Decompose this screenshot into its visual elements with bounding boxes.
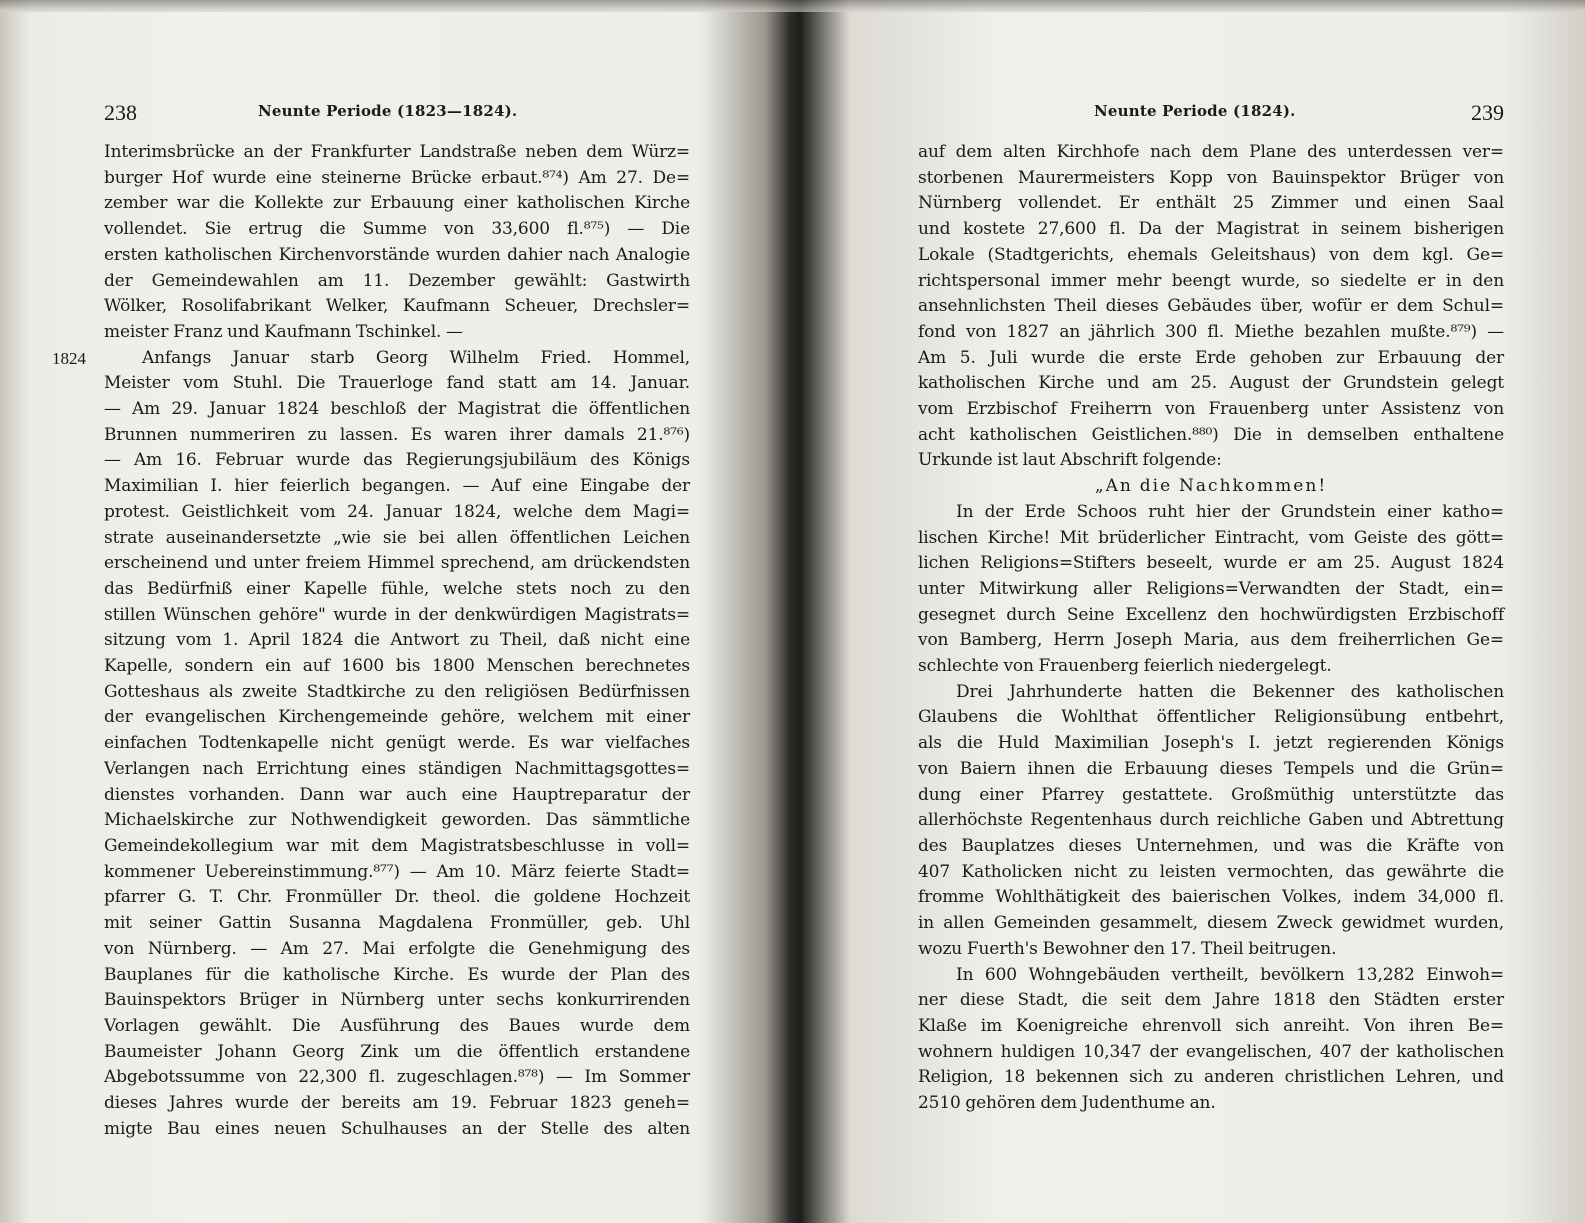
text-line: ersten katholischen Kirchenvorstände wurden dahier nach Analogie (104, 244, 690, 265)
text-line: von Bamberg, Herrn Joseph Maria, aus dem freiherrlichen Ge= (918, 630, 1504, 651)
text-line: dienstes vorhanden. Dann war auch eine Hauptreparatur der (104, 784, 690, 805)
text-line: Lokale (Stadtgerichts, ehemals Geleitshaus) von dem kgl. Ge= (918, 244, 1504, 265)
text-line: Nürnberg vollendet. Er enthält 25 Zimmer und einen Saal (918, 193, 1504, 214)
text-line: wozu Fuerth's Bewohner den 17. Theil beitrugen. (918, 938, 1337, 959)
text-line: Gemeindekollegium war mit dem Magistratsbeschlusse in voll= (104, 835, 690, 856)
text-line: unter Mitwirkung aller Religions=Verwandten der Stadt, ein= (918, 578, 1504, 599)
text-line: Urkunde ist laut Abschrift folgende: (918, 450, 1222, 471)
text-line: Gotteshaus als zweite Stadtkirche zu den religiösen Bedürfnissen (104, 681, 690, 702)
text-line: migte Bau eines neuen Schulhauses an der Stelle des alten (104, 1118, 690, 1139)
right-running-head (918, 100, 1504, 140)
text-line: vom Erzbischof Freiherrn von Frauenberg unter Assistenz von (918, 399, 1504, 420)
text-line: vollendet. Sie ertrug die Summe von 33,600 fl.⁸⁷⁵) — Die (104, 219, 690, 240)
text-line: dieses Jahres wurde der bereits am 19. Februar 1823 geneh= (104, 1093, 690, 1114)
text-line: dung einer Pfarrey gestattete. Großmüthig unterstützte das (918, 784, 1504, 805)
text-line: In der Erde Schoos ruht hier der Grundstein einer katho= (956, 501, 1504, 522)
text-line: Am 5. Juli wurde die erste Erde gehoben zur Erbauung der (918, 347, 1504, 368)
text-line: als die Huld Maximilian Joseph's I. jetzt regierenden Königs (918, 733, 1504, 754)
left-running-head (104, 100, 690, 140)
left-page-number: 238 (104, 100, 137, 125)
text-line: lischen Kirche! Mit brüderlicher Eintracht, vom Geiste des gött= (918, 527, 1504, 548)
page-edge-shadow (0, 0, 1585, 12)
right-page (918, 100, 1504, 1117)
text-line: und kostete 27,600 fl. Da der Magistrat in seinem bisherigen (918, 219, 1504, 240)
text-line: strate auseinandersetzte „wie sie bei allen öffentlichen Leichen (104, 527, 690, 548)
text-line: Wölker, Rosolifabrikant Welker, Kaufmann Scheuer, Drechsler= (104, 296, 690, 317)
text-line: von Nürnberg. — Am 27. Mai erfolgte die Genehmigung des (104, 938, 690, 959)
text-line: in allen Gemeinden gesammelt, diesem Zweck gewidmet wurden, (918, 913, 1504, 934)
text-line: allerhöchste Regentenhaus durch reichliche Gaben und Abtrettung (918, 810, 1504, 831)
text-line: In 600 Wohngebäuden vertheilt, bevölkern 13,282 Einwoh= (956, 964, 1504, 985)
text-line: storbenen Maurermeisters Kopp von Bauinspektor Brüger von (918, 167, 1504, 188)
text-line: lichen Religions=Stifters beseelt, wurde er am 25. August 1824 (918, 553, 1504, 574)
text-line: der Gemeindewahlen am 11. Dezember gewählt: Gastwirth (104, 270, 690, 291)
left-body-text (52, 140, 690, 1142)
text-line: Klaße im Koenigreiche ehrenvoll sich anreiht. Von ihren Be= (918, 1015, 1504, 1036)
text-line: protest. Geistlichkeit vom 24. Januar 1824, welche dem Magi= (104, 501, 690, 522)
text-line: mit seiner Gattin Susanna Magdalena Fronmüller, geb. Uhl (104, 913, 690, 934)
text-line: fond von 1827 an jährlich 300 fl. Miethe bezahlen mußte.⁸⁷⁹) — (918, 321, 1504, 342)
right-running-title: Neunte Periode (1824). (1094, 102, 1296, 120)
text-line: auf dem alten Kirchhofe nach dem Plane des unterdessen ver= (918, 142, 1504, 162)
text-line: 2510 gehören dem Judenthume an. (918, 1093, 1216, 1114)
text-line: schlechte von Frauenberg feierlich niedergelegt. (918, 656, 1332, 677)
text-line: acht katholischen Geistlichen.⁸⁸⁰) Die in demselben enthaltene (918, 424, 1504, 445)
text-line-year-1824 (52, 346, 690, 372)
text-line: das Bedürfniß einer Kapelle fühle, welche stets noch zu den (104, 578, 690, 599)
text-line: — Am 29. Januar 1824 beschloß der Magistrat die öffentlichen (104, 399, 690, 420)
text-line: Meister vom Stuhl. Die Trauerloge fand statt am 14. Januar. (104, 373, 690, 394)
margin-year: 1824 (52, 348, 86, 368)
text-line: — Am 16. Februar wurde das Regierungsjubiläum des Königs (104, 450, 690, 471)
text-line: Religion, 18 bekennen sich zu anderen christlichen Lehren, und (918, 1067, 1504, 1088)
text-line: Maximilian I. hier feierlich begangen. — Auf eine Eingabe der (104, 476, 690, 497)
text-line: Brunnen nummeriren zu lassen. Es waren ihrer damals 21.⁸⁷⁶) (104, 424, 690, 445)
document-heading: „An die Nachkommen! (1094, 476, 1328, 497)
text-line: Interimsbrücke an der Frankfurter Landstraße neben dem Würz= (104, 142, 690, 162)
text-line: wohnern huldigen 10,347 der evangelischen, 407 der katholischen (918, 1041, 1504, 1062)
text-line: katholischen Kirche und am 25. August der Grundstein gelegt (918, 373, 1504, 394)
left-running-title: Neunte Periode (1823—1824). (258, 102, 518, 120)
text-line: Baumeister Johann Georg Zink um die öffentlich erstandene (104, 1041, 690, 1062)
text-line: Bauinspektors Brüger in Nürnberg unter sechs konkurrirenden (104, 990, 690, 1011)
text-line: von Baiern ihnen die Erbauung dieses Tempels und die Grün= (918, 758, 1504, 779)
text-line: Drei Jahrhunderte hatten die Bekenner des katholischen (956, 681, 1504, 702)
text-line: ansehnlichsten Theil dieses Gebäudes über, wofür er dem Schul= (918, 296, 1504, 317)
text-line: erscheinend und unter freiem Himmel sprechend, am drückendsten (104, 553, 690, 574)
text-line: stillen Wünschen gehöre" wurde in der denkwürdigen Magistrats= (104, 604, 690, 625)
text-line: Glaubens die Wohlthat öffentlicher Religionsübung entbehrt, (918, 707, 1504, 728)
text-line: Bauplanes für die katholische Kirche. Es wurde der Plan des (104, 964, 690, 985)
text-line: fromme Wohlthätigkeit des baierischen Volkes, indem 34,000 fl. (918, 887, 1504, 908)
text-line: richtspersonal immer mehr beengt wurde, so siedelte er in den (918, 270, 1504, 291)
text-line: 407 Katholicken nicht zu leisten vermochten, das gewährte die (918, 861, 1504, 882)
text-line: des Bauplatzes dieses Unternehmen, und was die Kräfte von (918, 835, 1504, 856)
text-line: pfarrer G. T. Chr. Fronmüller Dr. theol. die goldene Hochzeit (104, 887, 690, 908)
text-line: kommener Uebereinstimmung.⁸⁷⁷) — Am 10. März feierte Stadt= (104, 861, 690, 882)
text-line: burger Hof wurde eine steinerne Brücke erbaut.⁸⁷⁴) Am 27. De= (104, 167, 690, 188)
text-line: Verlangen nach Errichtung eines ständigen Nachmittagsgottes= (104, 758, 690, 779)
text-line: zember war die Kollekte zur Erbauung einer katholischen Kirche (104, 193, 690, 214)
text-line: Vorlagen gewählt. Die Ausführung des Baues wurde dem (104, 1015, 690, 1036)
text-line: Kapelle, sondern ein auf 1600 bis 1800 Menschen berechnetes (104, 656, 690, 677)
text-line-content: Anfangs Januar starb Georg Wilhelm Fried. Hommel, (142, 347, 690, 368)
right-page-number: 239 (1471, 100, 1504, 125)
text-line: ner diese Stadt, die seit dem Jahre 1818 den Städten erster (918, 990, 1504, 1011)
text-line: sitzung vom 1. April 1824 die Antwort zu Theil, daß nicht eine (104, 630, 690, 651)
text-line: einfachen Todtenkapelle nicht genügt werde. Es war vielfaches (104, 733, 690, 754)
right-body-text (918, 140, 1504, 1117)
text-line: Michaelskirche zur Nothwendigkeit geworden. Das sämmtliche (104, 810, 690, 831)
text-line: Abgebotssumme von 22,300 fl. zugeschlagen.⁸⁷⁸) — Im Sommer (104, 1067, 690, 1088)
text-line: der evangelischen Kirchengemeinde gehöre, welchem mit einer (104, 707, 690, 728)
text-line: gesegnet durch Seine Excellenz den hochwürdigsten Erzbischoff (918, 604, 1504, 625)
left-page (52, 100, 690, 1142)
text-line: meister Franz und Kaufmann Tschinkel. — (104, 321, 463, 342)
